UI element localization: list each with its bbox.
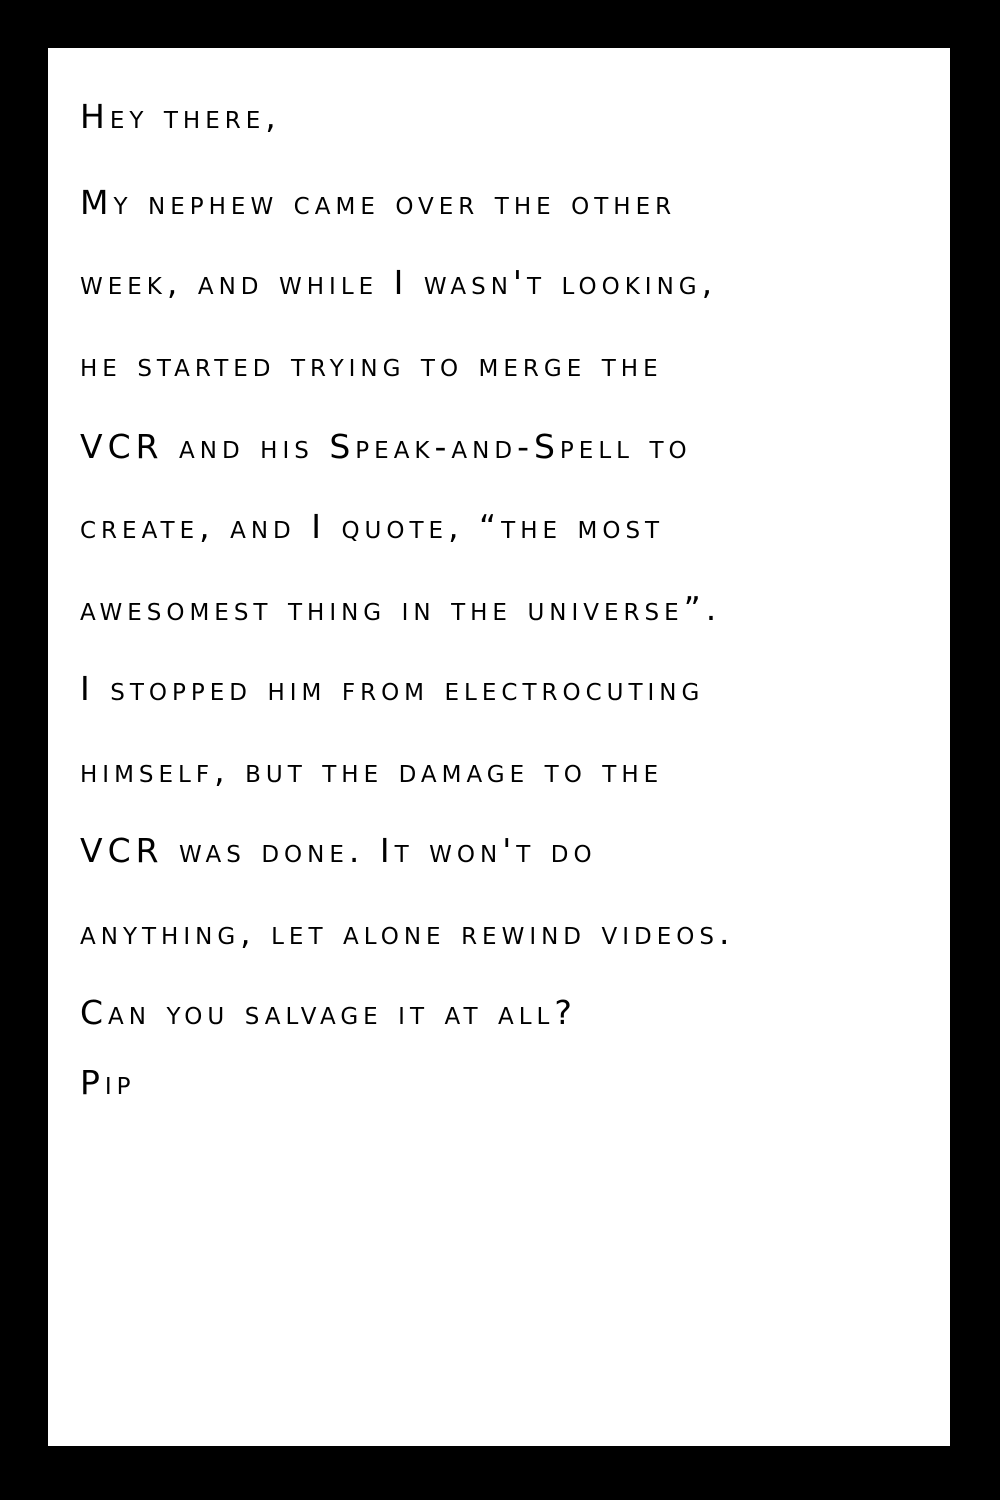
greeting-line: Hey there, [80,97,281,136]
body-line-2: week, and while I wasn't looking, [80,263,718,302]
body-line-7: I stopped him from electrocuting [80,669,705,708]
body-line-4: VCR and his Speak-and-Spell to [80,427,692,466]
body-line-10: anything, let alone rewind videos. [80,913,735,952]
body-line-8: himself, but the damage to the [80,751,664,790]
body-line-5: create, and I quote, “the most [80,507,665,546]
body-line-3: he started trying to merge the [80,345,663,384]
letter-page [48,48,950,1446]
body-line-11: Can you salvage it at all? [80,993,577,1032]
signature: Pip [80,1063,136,1102]
body-line-6: awesomest thing in the universe”. [80,589,722,628]
body-line-1: My nephew came over the other [80,183,677,222]
body-line-9: VCR was done. It won't do [80,831,597,870]
